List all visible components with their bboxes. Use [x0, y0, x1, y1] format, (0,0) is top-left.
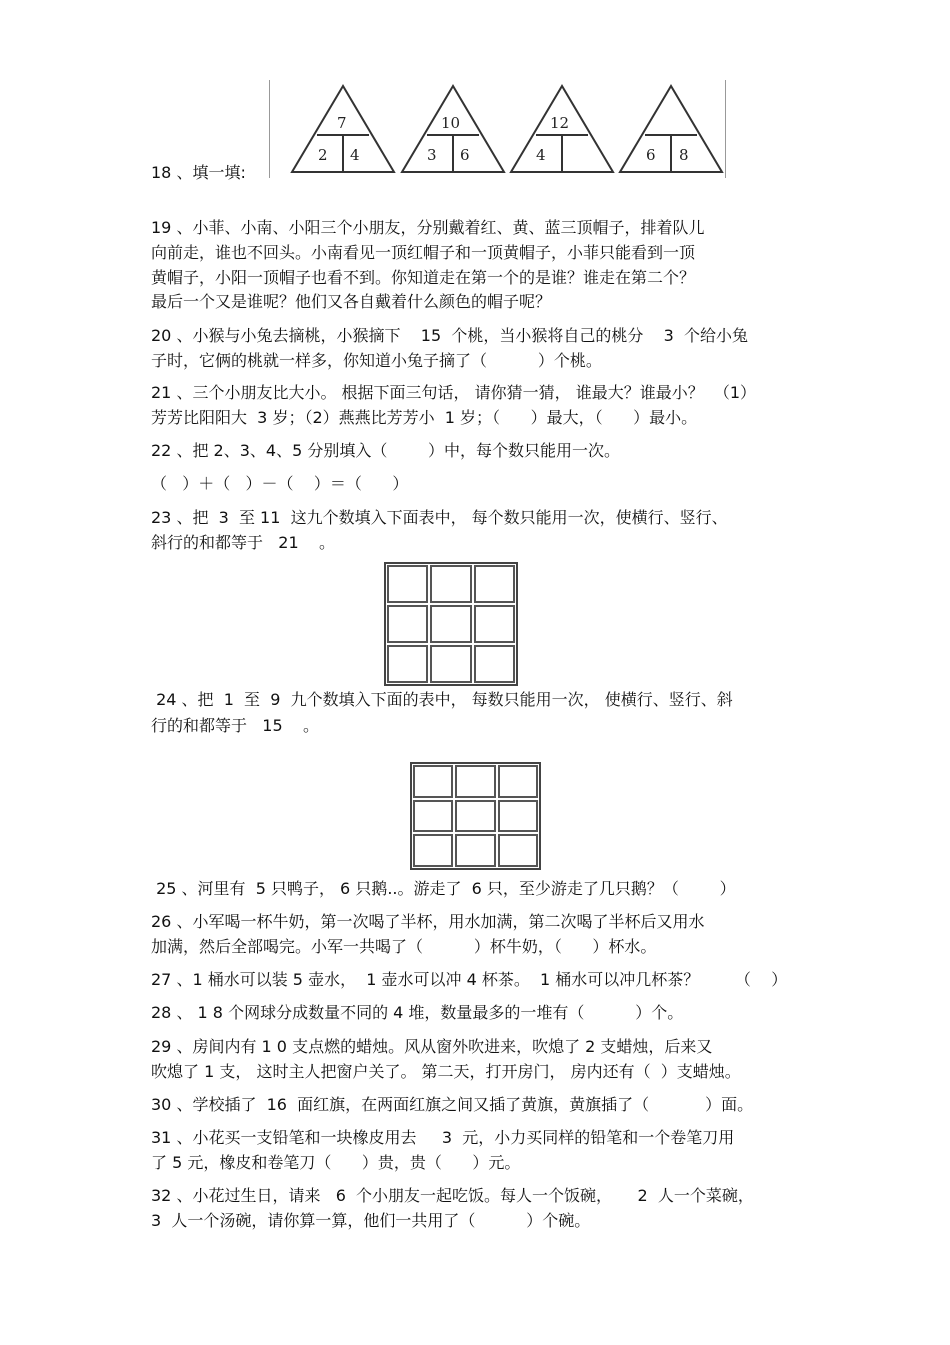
grid-cell[interactable]: [413, 765, 453, 798]
grid-cell[interactable]: [455, 800, 495, 833]
q27-line-1: 27 、1 桶水可以装 5 壶水， 1 壶水可以冲 4 杯茶。 1 桶水可以冲几杯茶？ （ ）: [151, 970, 788, 989]
q23-line-1: 23 、把 3 至 11 这九个数填入下面表中， 每个数只能用一次，使横行、竖行、: [151, 508, 728, 527]
grid-cell[interactable]: [474, 565, 515, 603]
q19-line-3: 黄帽子，小阳一顶帽子也看不到。你知道走在第一个的是谁？谁走在第二个？: [151, 268, 696, 287]
grid-cell[interactable]: [430, 645, 471, 683]
q26-line-1: 26 、小军喝一杯牛奶，第一次喝了半杯，用水加满，第二次喝了半杯后又用水: [151, 912, 705, 931]
q28-line-1: 28 、 1 8 个网球分成数量不同的 4 堆，数量最多的一堆有（ ）个。: [151, 1003, 684, 1022]
q32-line-1: 32 、小花过生日，请来 6 个小朋友一起吃饭。每人一个饭碗， 2 人一个菜碗，: [151, 1186, 754, 1205]
q26-line-2: 加满，然后全部喝完。小军一共喝了（ ）杯牛奶，（ ）杯水。: [151, 937, 657, 956]
triangle-3-top: 12: [550, 114, 570, 132]
grid-cell[interactable]: [455, 765, 495, 798]
q25-line-1: 25 、河里有 5 只鸭子， 6 只鹅..。游走了 6 只，至少游走了几只鹅？（ ）: [151, 879, 736, 898]
q24-line-2: 行的和都等于 15 。: [151, 716, 319, 735]
q19-line-4: 最后一个又是谁呢？他们又各自戴着什么颜色的帽子呢？: [151, 292, 552, 311]
q20-line-2: 子时，它俩的桃就一样多，你知道小兔子摘了（ ）个桃。: [151, 351, 602, 370]
q23-line-2: 斜行的和都等于 21 。: [151, 533, 335, 552]
triangle-4-left: 6: [646, 146, 656, 164]
grid-cell[interactable]: [430, 605, 471, 643]
grid-cell[interactable]: [430, 565, 471, 603]
grid-cell[interactable]: [413, 800, 453, 833]
grid-cell[interactable]: [474, 645, 515, 683]
q22-expression: （ ）＋（ ）－（ ）＝（ ）: [151, 474, 409, 493]
triangle-3: [511, 86, 613, 172]
triangle-2-left: 3: [427, 146, 437, 164]
q21-line-1: 21 、三个小朋友比大小。 根据下面三句话， 请你猜一猜， 谁最大？谁最小？ （1）: [151, 383, 757, 402]
q24-line-1: 24 、把 1 至 9 九个数填入下面的表中， 每数只能用一次， 使横行、竖行、斜: [151, 690, 733, 709]
triangle-2-top: 10: [441, 114, 461, 132]
triangle-2-right: 6: [460, 146, 470, 164]
q30-line-1: 30 、学校插了 16 面红旗，在两面红旗之间又插了黄旗，黄旗插了（ ）面。: [151, 1095, 754, 1114]
q24-grid: [410, 762, 541, 870]
grid-cell[interactable]: [387, 645, 428, 683]
triangle-1-right: 4: [350, 146, 360, 164]
grid-cell[interactable]: [474, 605, 515, 643]
triangle-4-right: 8: [679, 146, 689, 164]
q31-line-2: 了 5 元，橡皮和卷笔刀（ ）贵，贵（ ）元。: [151, 1153, 521, 1172]
q31-line-1: 31 、小花买一支铅笔和一块橡皮用去 3 元，小力买同样的铅笔和一个卷笔刀用: [151, 1128, 735, 1147]
triangle-2: [402, 86, 504, 172]
q22-line-1: 22 、把 2、3、4、5 分别填入（ ）中，每个数只能用一次。: [151, 441, 621, 460]
q18-label: 18 、填一填:: [151, 163, 246, 182]
grid-cell[interactable]: [498, 800, 538, 833]
triangle-1-top: 7: [337, 114, 347, 132]
q29-line-2: 吹熄了 1 支， 这时主人把窗户关了。 第二天，打开房门， 房内还有（ ）支蜡烛。: [151, 1062, 741, 1081]
q21-line-2: 芳芳比阳阳大 3 岁；（2）燕燕比芳芳小 1 岁；（ ）最大，（ ）最小。: [151, 408, 698, 427]
grid-cell[interactable]: [387, 605, 428, 643]
q19-line-1: 19 、小菲、小南、小阳三个小朋友，分别戴着红、黄、蓝三顶帽子，排着队儿: [151, 218, 705, 237]
triangle-figure: [269, 80, 726, 178]
q19-line-2: 向前走，谁也不回头。小南看见一顶红帽子和一顶黄帽子，小菲只能看到一顶: [151, 243, 696, 262]
triangle-3-left: 4: [536, 146, 546, 164]
grid-cell[interactable]: [498, 834, 538, 867]
triangle-1: [292, 86, 394, 172]
q23-grid: [384, 562, 518, 686]
q29-line-1: 29 、房间内有 1 0 支点燃的蜡烛。风从窗外吹进来，吹熄了 2 支蜡烛，后来又: [151, 1037, 713, 1056]
grid-cell[interactable]: [455, 834, 495, 867]
q20-line-1: 20 、小猴与小兔去摘桃，小猴摘下 15 个桃，当小猴将自己的桃分 3 个给小兔: [151, 326, 749, 345]
grid-cell[interactable]: [498, 765, 538, 798]
q32-line-2: 3 人一个汤碗，请你算一算，他们一共用了（ ）个碗。: [151, 1211, 591, 1230]
grid-cell[interactable]: [387, 565, 428, 603]
triangle-4: [620, 86, 722, 172]
triangle-1-left: 2: [318, 146, 328, 164]
grid-cell[interactable]: [413, 834, 453, 867]
